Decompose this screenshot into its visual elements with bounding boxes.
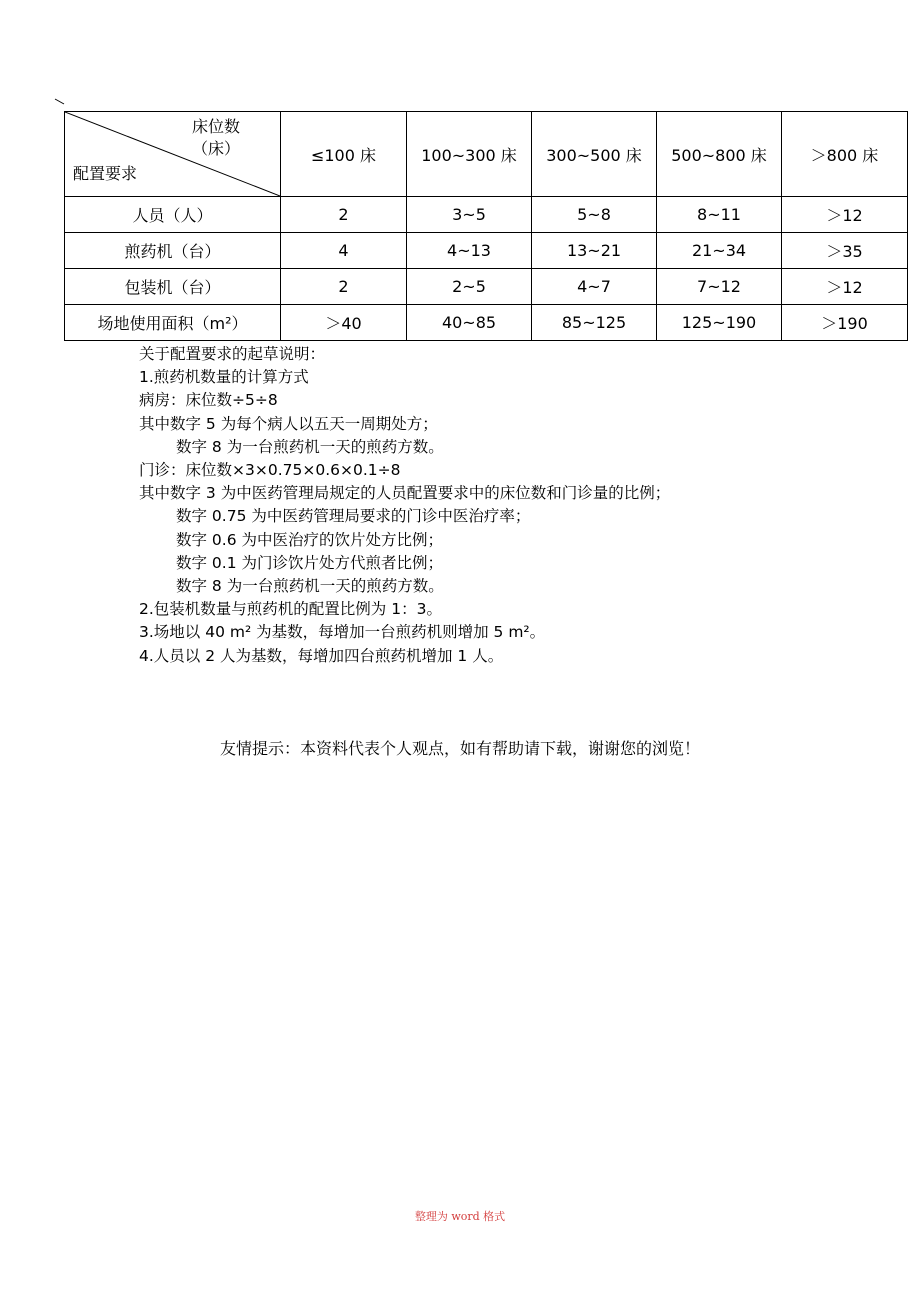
table-cell: 3~5 <box>407 197 532 233</box>
row-label: 包装机（台） <box>65 269 281 305</box>
notes-line: 数字 8 为一台煎药机一天的煎药方数。 <box>176 577 444 596</box>
column-header: ≤100 床 <box>281 112 407 197</box>
table-cell: 4 <box>281 233 407 269</box>
table-cell: ＞190 <box>782 305 908 341</box>
config-requirement-header: 配置要求 <box>73 164 138 183</box>
table-cell: 7~12 <box>657 269 782 305</box>
table-cell: ＞40 <box>281 305 407 341</box>
friendly-tip: 友情提示：本资料代表个人观点，如有帮助请下载，谢谢您的浏览！ <box>219 739 700 758</box>
table-header-row <box>65 112 908 197</box>
column-header: 100~300 床 <box>407 112 532 197</box>
table-cell: 2 <box>281 197 407 233</box>
page-footer: 整理为 word 格式 <box>414 1210 506 1223</box>
table-cell: 40~85 <box>407 305 532 341</box>
table-cell: 125~190 <box>657 305 782 341</box>
table-row <box>65 233 908 269</box>
notes-line: 4.人员以 2 人为基数，每增加四台煎药机增加 1 人。 <box>139 646 504 665</box>
table-cell: ＞12 <box>782 269 908 305</box>
table-row <box>65 197 908 233</box>
table-cell: 4~7 <box>532 269 657 305</box>
column-header: 300~500 床 <box>532 112 657 197</box>
bed-count-header: 床位数 （床） <box>191 117 240 158</box>
table-cell: 5~8 <box>532 197 657 233</box>
notes-line: 病房：床位数÷5÷8 <box>139 391 278 410</box>
notes-line: 其中数字 5 为每个病人以五天一周期处方； <box>139 414 438 433</box>
table-cell: 85~125 <box>532 305 657 341</box>
notes-title: 关于配置要求的起草说明： <box>139 345 326 363</box>
configuration-table <box>64 111 908 341</box>
notes-line: 3.场地以 40 m² 为基数，每增加一台煎药机则增加 5 m²。 <box>139 623 546 642</box>
table-cell: 2~5 <box>407 269 532 305</box>
notes-line: 数字 0.6 为中医治疗的饮片处方比例； <box>176 530 444 549</box>
diagonal-header-cell <box>65 112 281 197</box>
column-header: 500~800 床 <box>657 112 782 197</box>
notes-line: 其中数字 3 为中医药管理局规定的人员配置要求中的床位数和门诊量的比例； <box>139 484 671 503</box>
table-cell: 13~21 <box>532 233 657 269</box>
table-cell: 4~13 <box>407 233 532 269</box>
drafting-notes <box>139 343 670 668</box>
notes-line: 数字 0.1 为门诊饮片处方代煎者比例； <box>176 553 444 572</box>
notes-line: 数字 8 为一台煎药机一天的煎药方数。 <box>176 437 444 456</box>
notes-line: 数字 0.75 为中医药管理局要求的门诊中医治疗率； <box>176 507 531 526</box>
notes-line: 门诊：床位数×3×0.75×0.6×0.1÷8 <box>139 461 401 480</box>
row-label: 煎药机（台） <box>65 233 281 269</box>
table-cell: ＞12 <box>782 197 908 233</box>
table-cell: 21~34 <box>657 233 782 269</box>
table-cell: 8~11 <box>657 197 782 233</box>
column-header: ＞800 床 <box>782 112 908 197</box>
row-label: 场地使用面积（m²） <box>65 305 281 341</box>
table-row <box>65 305 908 341</box>
notes-line: 2.包装机数量与煎药机的配置比例为 1：3。 <box>139 600 442 619</box>
table-row <box>65 269 908 305</box>
row-label: 人员（人） <box>65 197 281 233</box>
table-cell: 2 <box>281 269 407 305</box>
notes-line: 1.煎药机数量的计算方式 <box>139 368 309 387</box>
table-cell: ＞35 <box>782 233 908 269</box>
